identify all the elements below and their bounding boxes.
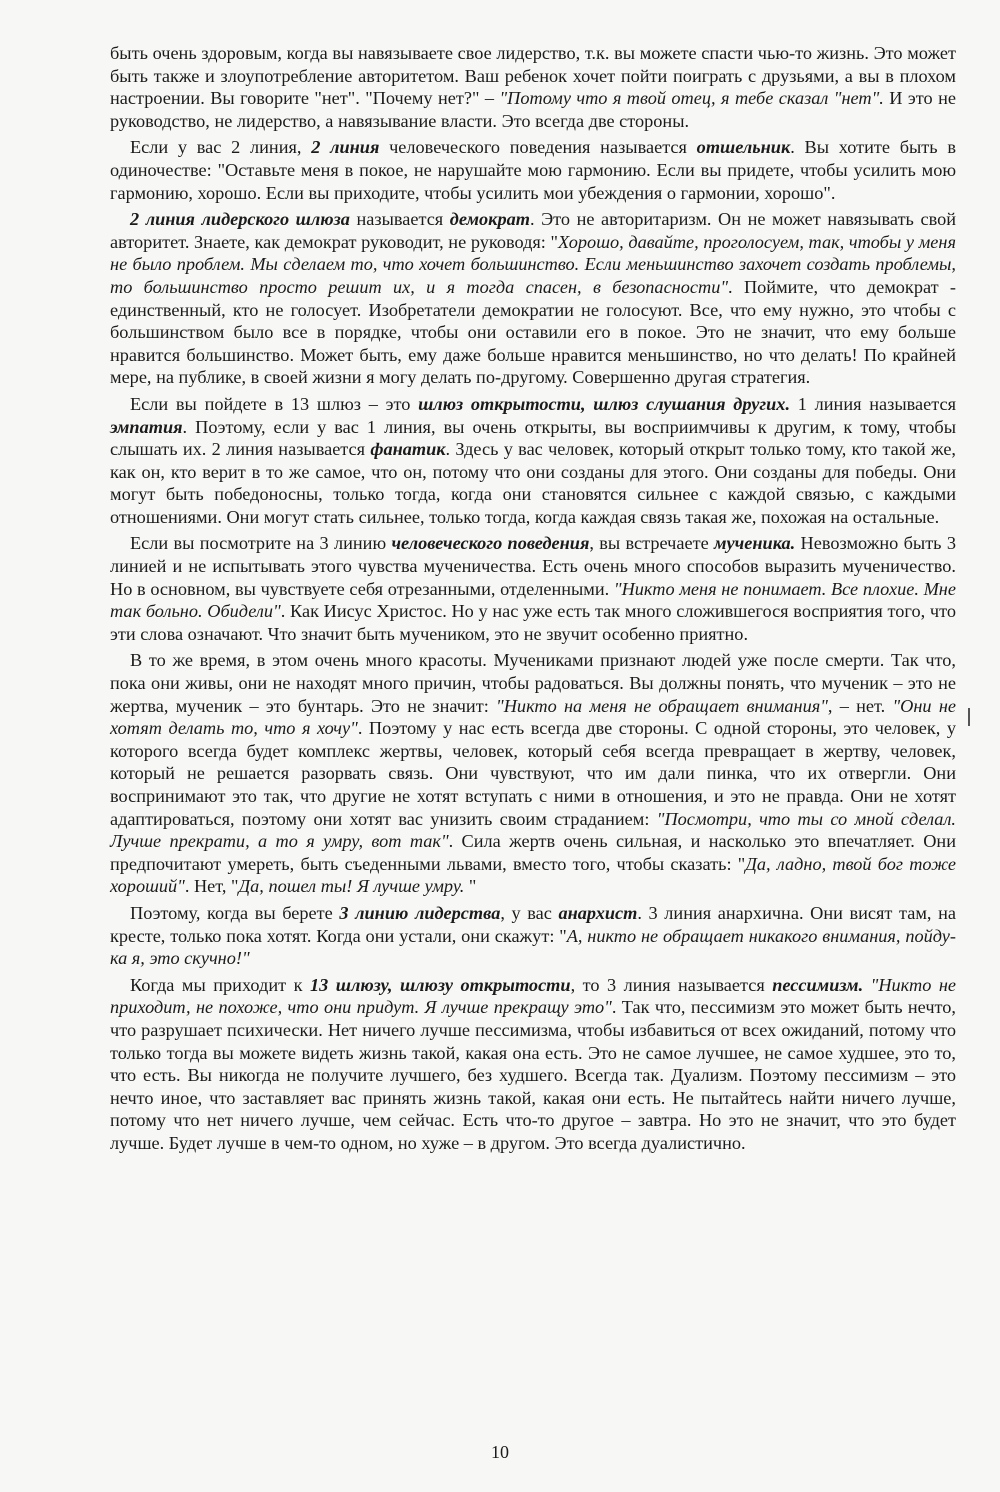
text-run: . Это не авторитаризм. Он не может навязывать свой авторитет. Знаете, как демократ руководит, не руководя: ": [110, 209, 956, 252]
emphasis-text: Да, ладно, твой бог тоже хороший": [110, 853, 956, 897]
emphasis-text: эмпатия: [110, 416, 183, 437]
emphasis-text: анархист: [558, 902, 638, 923]
page-number: 10: [491, 1442, 509, 1462]
emphasis-text: 3 линию лидерства: [339, 902, 501, 923]
emphasis-text: демократ: [449, 209, 530, 230]
text-run: [863, 975, 871, 995]
emphasis-text: Хорошо, давайте, проголосуем, так, чтобы у меня не было проблем. Мы сделаем то, что хочет большинство. Если меньшинство захочет создать проблемы, то большинство просто решит их, и я тогда спасен, в безопасности": [110, 231, 956, 297]
text-run: . Поэтому, если у вас 1 линия, вы очень открыты, вы восприимчивы к другим, к тому, чтобы слышать их. 2 линия называется: [110, 416, 956, 460]
emphasis-text: "Никто меня не понимает. Все плохие. Мне так больно. Обидели": [110, 578, 956, 622]
emphasis-text: "Никто не приходит, не похоже, что они придут. Я лучше прекращу это": [110, 974, 956, 1018]
emphasis-text: "Они не хотят делать то, что я хочу": [110, 695, 957, 739]
emphasis-text: мученика.: [714, 533, 796, 554]
text-run: Поэтому, когда вы берете: [130, 902, 340, 923]
text-run: . Так что, пессимизм это может быть нечто, что разрушает психически. Нет ничего лучше пессимизма, чтобы избавиться от всех ожиданий, потому что только тогда вы можете видеть жизнь такой, какая она есть. Это не самое лучшее, не самое худшее, это то, что есть. Вы никогда не получите лучшего, без худшего. Всегда так. Дуализм. Поэтому пессимизм – это нечто иное, что заставляет вас принять жизнь такой, какая они есть. Не пытайтесь найти ничего лучше, потому что нет ничего лучше, чем сейчас. Есть что-то другое – завтра. Но это не значит, что это будет лучше. Будет лучше в чем-то одном, но хуже – в другом. Это всегда дуалистично.: [110, 997, 956, 1153]
text-run: называется: [349, 209, 450, 230]
emphasis-text: А, никто не обращает никакого внимания, пойду-ка я, это скучно!": [110, 925, 956, 969]
text-run: , у вас: [500, 902, 559, 923]
emphasis-text: 2 линия лидерского шлюза: [130, 209, 350, 230]
text-run: , – нет.: [827, 695, 893, 716]
text-run: . Поймите, что демократ - единственный, кто не голосует. Изобретатели демократии не голосуют. Все, что ему нужно, это чтобы с большинством было все в порядке, чтобы они оставили его в покое. Это не значит, что ему больше нравится большинство. Может быть, ему даже больше нравится меньшинство, но что делать! По крайней мере, на публике, в своей жизни я могу делать по-другому. Совершенно другая стратегия.: [110, 276, 956, 388]
text-run: быть очень здоровым, когда вы навязываете свое лидерство, т.к. вы можете спасти чью-то жизнь. Это может быть также и злоупотребление авторитетом. Ваш ребенок хочет пойти поиграть с друзьями, а вы в плохом настроении. Вы говорите "нет". "Почему нет?" –: [110, 43, 956, 109]
text-run: Если у вас 2 линия,: [130, 137, 312, 158]
emphasis-text: "Потому что я твой отец, я тебе сказал "нет".: [499, 88, 884, 109]
text-run: . Поэтому у нас есть всегда две стороны. С одной стороны, это человек, у которого всегда будет комплекс жертвы, человек, который себя всегда превращает в жертву, человек, который не решается разорвать связь. Они чувствуют, что им дали пинка, что их отвергли. Они воспринимают это так, что другие не хотят вступать с ними в отношения, и это не правда. Они не хотят адаптироваться, поэтому они хотят вас унизить своим страданием:: [110, 718, 957, 829]
emphasis-text: пессимизм.: [772, 974, 864, 995]
emphasis-text: человеческого поведения: [391, 533, 590, 554]
paragraph: [110, 902, 956, 970]
text-run: . Вы хотите быть в одиночестве: "Оставьте меня в покое, не нарушайте мою гармонию. Если вы придете, чтобы усилить мою гармонию, хорошо. Если вы приходите, чтобы усилить мои убеждения о гармонии, хорошо".: [110, 137, 956, 203]
emphasis-text: "Посмотри, что ты со мной сделал. Лучше прекрати, а то я умру, вот так": [110, 808, 956, 852]
text-run: Если вы посмотрите на 3 линию: [130, 533, 392, 554]
text-run: 1 линия называется: [790, 393, 956, 414]
paragraph: [110, 136, 956, 204]
paragraph: [110, 208, 956, 389]
text-run: . Здесь у вас человек, который открыт только тому, кто такой же, как он, кто верит в то же самое, что он, потому что они созданы для этого. Они созданы для победы. Они могут быть победоносны, только тогда, когда они становятся сильнее с каждой связью, с каждыми отношениями. Они могут стать сильнее, только тогда, когда каждая связь такая же, похожая на остальные.: [110, 439, 957, 527]
paragraph: [110, 42, 956, 132]
emphasis-text: "Никто на меня не обращает внимания": [496, 695, 828, 716]
text-run: . Как Иисус Христос. Но у нас уже есть так много сложившегося восприятия того, что эти слова означают. Что значит быть мучеником, это не звучит особенно приятно.: [110, 601, 956, 644]
text-run: Если вы пойдете в 13 шлюз – это: [130, 393, 419, 414]
paragraph: [110, 532, 956, 645]
text-run: человеческого поведения называется: [379, 137, 697, 158]
text-run: Невозможно быть 3 линией и не испытывать этого чувства мученичества. Есть очень много способов выразить мученичество. Но в основном, вы чувствуете себя отрезанными, отделенными.: [110, 533, 956, 599]
text-run: . Нет, ": [184, 876, 239, 897]
body-text: [110, 42, 956, 1155]
margin-mark: [968, 708, 970, 726]
text-run: , вы встречаете: [589, 533, 715, 554]
text-run: В то же время, в этом очень много красоты. Мучениками признают людей уже после смерти. Так что, пока они живы, они не находят много причин, чтобы радоваться. Вы должны понять, что мученик – это не жертва, мученик – это бунтарь. Это не значит:: [110, 650, 956, 716]
text-run: Когда мы приходит к: [130, 974, 310, 995]
emphasis-text: шлюз открытости, шлюз слушания других.: [418, 393, 791, 414]
paragraph: [110, 649, 956, 898]
text-run: И это не руководство, не лидерство, а навязывание власти. Это всегда две стороны.: [110, 88, 956, 131]
emphasis-text: Да, пошел ты! Я лучше умру.: [238, 876, 465, 897]
paragraph: [110, 974, 956, 1155]
text-run: , то 3 линия называется: [570, 974, 773, 995]
emphasis-text: отшельник: [696, 137, 791, 158]
text-run: . Сила жертв очень сильная, и насколько это впечатляет. Они предпочитают умереть, быть съеденными львами, вместо того, чтобы сказать: ": [110, 831, 957, 874]
emphasis-text: 13 шлюзу, шлюзу открытости: [309, 974, 571, 995]
emphasis-text: 2 линия: [311, 137, 380, 158]
emphasis-text: фанатик: [370, 439, 446, 460]
text-run: . 3 линия анархична. Они висят там, на кресте, только пока хотят. Когда они устали, они скажут: ": [110, 902, 956, 946]
paragraph: [110, 393, 956, 529]
text-run: ": [464, 876, 477, 897]
